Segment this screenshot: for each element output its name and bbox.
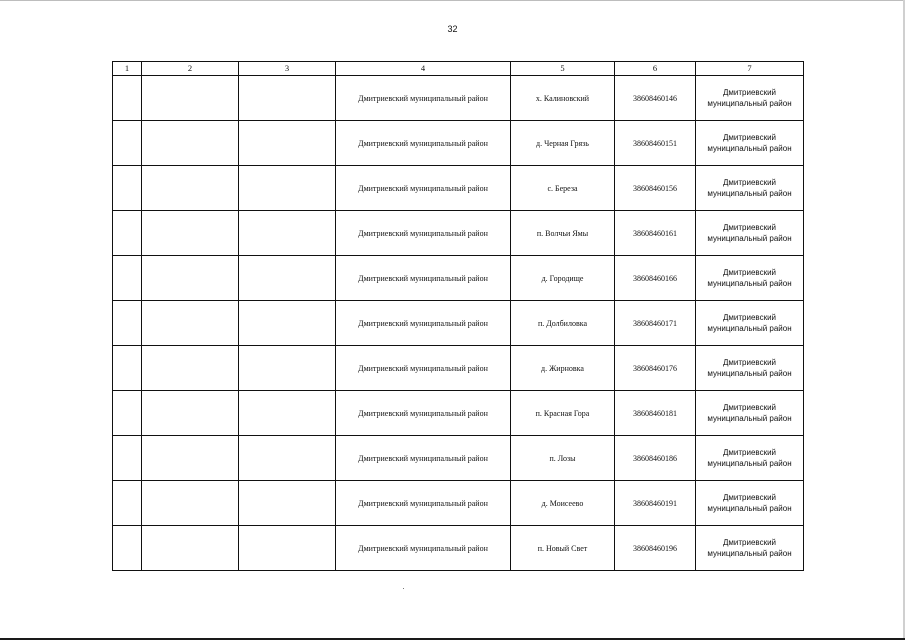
- municipality-line-1: Дмитриевский: [722, 223, 776, 232]
- municipality-line-2: муниципальный район: [707, 144, 792, 153]
- cell-district: Дмитриевский муниципальный район: [336, 211, 511, 256]
- table-row: [113, 76, 804, 121]
- cell-code: 38608460146: [615, 76, 696, 121]
- table-row: [113, 526, 804, 571]
- cell-settlement: д. Черная Грязь: [511, 121, 615, 166]
- cell-col1: [113, 211, 142, 256]
- municipality-line-1: Дмитриевский: [722, 403, 776, 412]
- cell-col1: [113, 436, 142, 481]
- cell-code: 38608460191: [615, 481, 696, 526]
- column-header-7: 7: [696, 62, 804, 76]
- column-header-2: 2: [142, 62, 239, 76]
- page-number: 32: [447, 24, 458, 34]
- cell-col2: [142, 166, 239, 211]
- cell-code: 38608460196: [615, 526, 696, 571]
- cell-code: 38608460166: [615, 256, 696, 301]
- municipality-line-2: муниципальный район: [707, 99, 792, 108]
- cell-col3: [239, 391, 336, 436]
- cell-municipality: [696, 481, 804, 526]
- cell-district: Дмитриевский муниципальный район: [336, 76, 511, 121]
- table-row: [113, 256, 804, 301]
- cell-district: Дмитриевский муниципальный район: [336, 481, 511, 526]
- cell-district: Дмитриевский муниципальный район: [336, 121, 511, 166]
- cell-code: 38608460156: [615, 166, 696, 211]
- cell-district: Дмитриевский муниципальный район: [336, 391, 511, 436]
- municipality-line-2: муниципальный район: [707, 459, 792, 468]
- cell-col3: [239, 526, 336, 571]
- column-header-5: 5: [511, 62, 615, 76]
- municipality-line-1: Дмитриевский: [722, 88, 776, 97]
- table-row: [113, 346, 804, 391]
- cell-municipality: [696, 391, 804, 436]
- municipality-line-1: Дмитриевский: [722, 493, 776, 502]
- cell-col3: [239, 76, 336, 121]
- cell-col2: [142, 346, 239, 391]
- cell-municipality: [696, 256, 804, 301]
- cell-col1: [113, 166, 142, 211]
- cell-col1: [113, 391, 142, 436]
- municipality-line-2: муниципальный район: [707, 279, 792, 288]
- cell-settlement: х. Калиновский: [511, 76, 615, 121]
- cell-col3: [239, 256, 336, 301]
- municipality-line-2: муниципальный район: [707, 369, 792, 378]
- cell-municipality: [696, 301, 804, 346]
- cell-municipality: [696, 526, 804, 571]
- cell-settlement: п. Долбиловка: [511, 301, 615, 346]
- cell-col1: [113, 256, 142, 301]
- table-row: [113, 121, 804, 166]
- cell-municipality: [696, 211, 804, 256]
- cell-col1: [113, 481, 142, 526]
- cell-district: Дмитриевский муниципальный район: [336, 301, 511, 346]
- cell-col2: [142, 121, 239, 166]
- cell-settlement: п. Красная Гора: [511, 391, 615, 436]
- cell-col2: [142, 481, 239, 526]
- cell-col1: [113, 121, 142, 166]
- cell-code: 38608460186: [615, 436, 696, 481]
- cell-col1: [113, 526, 142, 571]
- cell-settlement: с. Береза: [511, 166, 615, 211]
- table-row: [113, 301, 804, 346]
- table-row: [113, 211, 804, 256]
- cell-district: Дмитриевский муниципальный район: [336, 436, 511, 481]
- cell-settlement: д. Городище: [511, 256, 615, 301]
- municipality-line-2: муниципальный район: [707, 324, 792, 333]
- municipality-line-2: муниципальный район: [707, 234, 792, 243]
- cell-col2: [142, 526, 239, 571]
- column-number-row: [113, 62, 804, 76]
- municipality-line-1: Дмитриевский: [722, 313, 776, 322]
- cell-col2: [142, 391, 239, 436]
- column-header-3: 3: [239, 62, 336, 76]
- table-row: [113, 436, 804, 481]
- column-header-4: 4: [336, 62, 511, 76]
- municipality-line-2: муниципальный район: [707, 549, 792, 558]
- cell-municipality: [696, 121, 804, 166]
- cell-col1: [113, 346, 142, 391]
- table-row: [113, 481, 804, 526]
- cell-col2: [142, 256, 239, 301]
- cell-district: Дмитриевский муниципальный район: [336, 526, 511, 571]
- cell-col2: [142, 76, 239, 121]
- municipality-line-2: муниципальный район: [707, 504, 792, 513]
- cell-district: Дмитриевский муниципальный район: [336, 166, 511, 211]
- cell-col2: [142, 301, 239, 346]
- table-row: [113, 391, 804, 436]
- cell-col3: [239, 346, 336, 391]
- municipality-line-1: Дмитриевский: [722, 538, 776, 547]
- cell-col1: [113, 76, 142, 121]
- cell-code: 38608460171: [615, 301, 696, 346]
- cell-col3: [239, 121, 336, 166]
- cell-settlement: п. Лозы: [511, 436, 615, 481]
- cell-col3: [239, 481, 336, 526]
- cell-code: 38608460181: [615, 391, 696, 436]
- cell-code: 38608460151: [615, 121, 696, 166]
- cell-municipality: [696, 346, 804, 391]
- municipality-line-1: Дмитриевский: [722, 133, 776, 142]
- cell-col2: [142, 211, 239, 256]
- cell-settlement: п. Новый Свет: [511, 526, 615, 571]
- cell-col3: [239, 211, 336, 256]
- cell-col3: [239, 301, 336, 346]
- cell-municipality: [696, 76, 804, 121]
- scan-edge-top: [0, 0, 905, 1]
- municipality-line-2: муниципальный район: [707, 189, 792, 198]
- table-row: [113, 166, 804, 211]
- cell-district: Дмитриевский муниципальный район: [336, 256, 511, 301]
- cell-settlement: д. Моисеево: [511, 481, 615, 526]
- cell-col3: [239, 166, 336, 211]
- settlement-register-table: [112, 61, 804, 571]
- municipality-line-1: Дмитриевский: [722, 448, 776, 457]
- cell-col3: [239, 436, 336, 481]
- column-header-6: 6: [615, 62, 696, 76]
- cell-municipality: [696, 166, 804, 211]
- scan-speck: [403, 588, 404, 589]
- cell-municipality: [696, 436, 804, 481]
- cell-col1: [113, 301, 142, 346]
- column-header-1: 1: [113, 62, 142, 76]
- cell-settlement: п. Волчьи Ямы: [511, 211, 615, 256]
- cell-col2: [142, 436, 239, 481]
- municipality-line-1: Дмитриевский: [722, 178, 776, 187]
- cell-district: Дмитриевский муниципальный район: [336, 346, 511, 391]
- municipality-line-2: муниципальный район: [707, 414, 792, 423]
- cell-settlement: д. Жирновка: [511, 346, 615, 391]
- municipality-line-1: Дмитриевский: [722, 358, 776, 367]
- cell-code: 38608460176: [615, 346, 696, 391]
- table-body: [113, 76, 804, 571]
- cell-code: 38608460161: [615, 211, 696, 256]
- municipality-line-1: Дмитриевский: [722, 268, 776, 277]
